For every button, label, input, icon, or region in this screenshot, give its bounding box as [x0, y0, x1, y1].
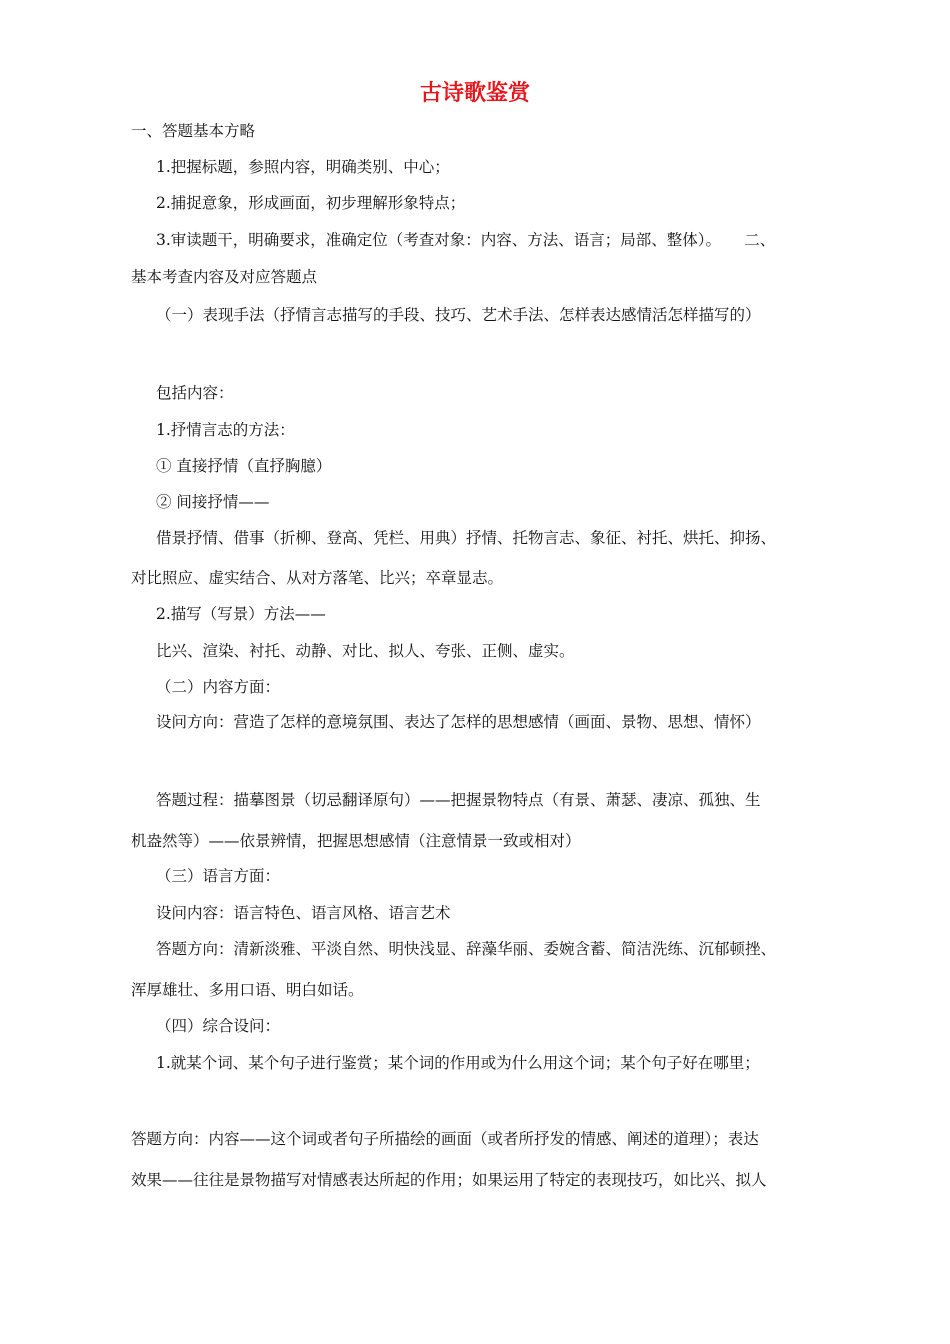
paragraph-line: 设问内容：语言特色、语言风格、语言艺术 [156, 904, 451, 922]
paragraph-line: 借景抒情、借事（折柳、登高、凭栏、用典）抒情、托物言志、象征、衬托、烘托、抑扬、 [156, 529, 777, 547]
paragraph-line: 效果——往往是景物描写对情感表达所起的作用；如果运用了特定的表现技巧，如比兴、拟人 [131, 1171, 767, 1189]
paragraph-line: ① 直接抒情（直抒胸臆） [156, 457, 332, 475]
paragraph-line: 1.就某个词、某个句子进行鉴赏；某个词的作用或为什么用这个词；某个句子好在哪里； [156, 1054, 760, 1072]
paragraph-line: 包括内容： [156, 384, 234, 402]
document-title: 古诗歌鉴赏 [419, 80, 530, 106]
subsection-heading: （二）内容方面： [156, 678, 281, 696]
paragraph-line: 2.捕捉意象，形成画面，初步理解形象特点； [156, 194, 466, 212]
paragraph-line: 1.把握标题，参照内容，明确类别、中心； [156, 158, 450, 176]
subsection-heading: （四）综合设问： [156, 1017, 281, 1035]
paragraph-line: 机盎然等）——依景辨情，把握思想感情（注意情景一致或相对） [131, 832, 581, 850]
paragraph-line: 答题过程：描摹图景（切忌翻译原句）——把握景物特点（有景、萧瑟、凄凉、孤独、生 [156, 791, 761, 809]
section-heading-2: 基本考查内容及对应答题点 [131, 268, 318, 286]
subsection-heading: （一）表现手法（抒情言志描写的手段、技巧、艺术手法、怎样表达感情活怎样描写的） [156, 306, 761, 324]
paragraph-line: 答题方向：内容——这个词或者句子所描绘的画面（或者所抒发的情感、阐述的道理）；表达 [131, 1130, 759, 1148]
paragraph-line: 对比照应、虚实结合、从对方落笔、比兴；卒章显志。 [131, 569, 504, 587]
paragraph-line: 3.审读题干，明确要求，准确定位（考查对象：内容、方法、语言；局部、整体）。 二、 [156, 231, 776, 249]
paragraph-line: 2.描写（写景）方法—— [156, 605, 326, 623]
paragraph-line: 浑厚雄壮、多用口语、明白如话。 [131, 981, 364, 999]
paragraph-line: 答题方向：清新淡雅、平淡自然、明快浅显、辞藻华丽、委婉含蓄、简洁洗练、沉郁顿挫、 [156, 940, 777, 958]
paragraph-line: 设问方向：营造了怎样的意境氛围、表达了怎样的思想感情（画面、景物、思想、情怀） [156, 713, 761, 731]
paragraph-line: ② 间接抒情—— [156, 493, 270, 511]
paragraph-line: 比兴、渲染、衬托、动静、对比、拟人、夸张、正侧、虚实。 [156, 642, 575, 660]
paragraph-line: 1.抒情言志的方法： [156, 421, 295, 439]
section-heading-1: 一、答题基本方略 [131, 122, 256, 140]
subsection-heading: （三）语言方面： [156, 867, 281, 885]
